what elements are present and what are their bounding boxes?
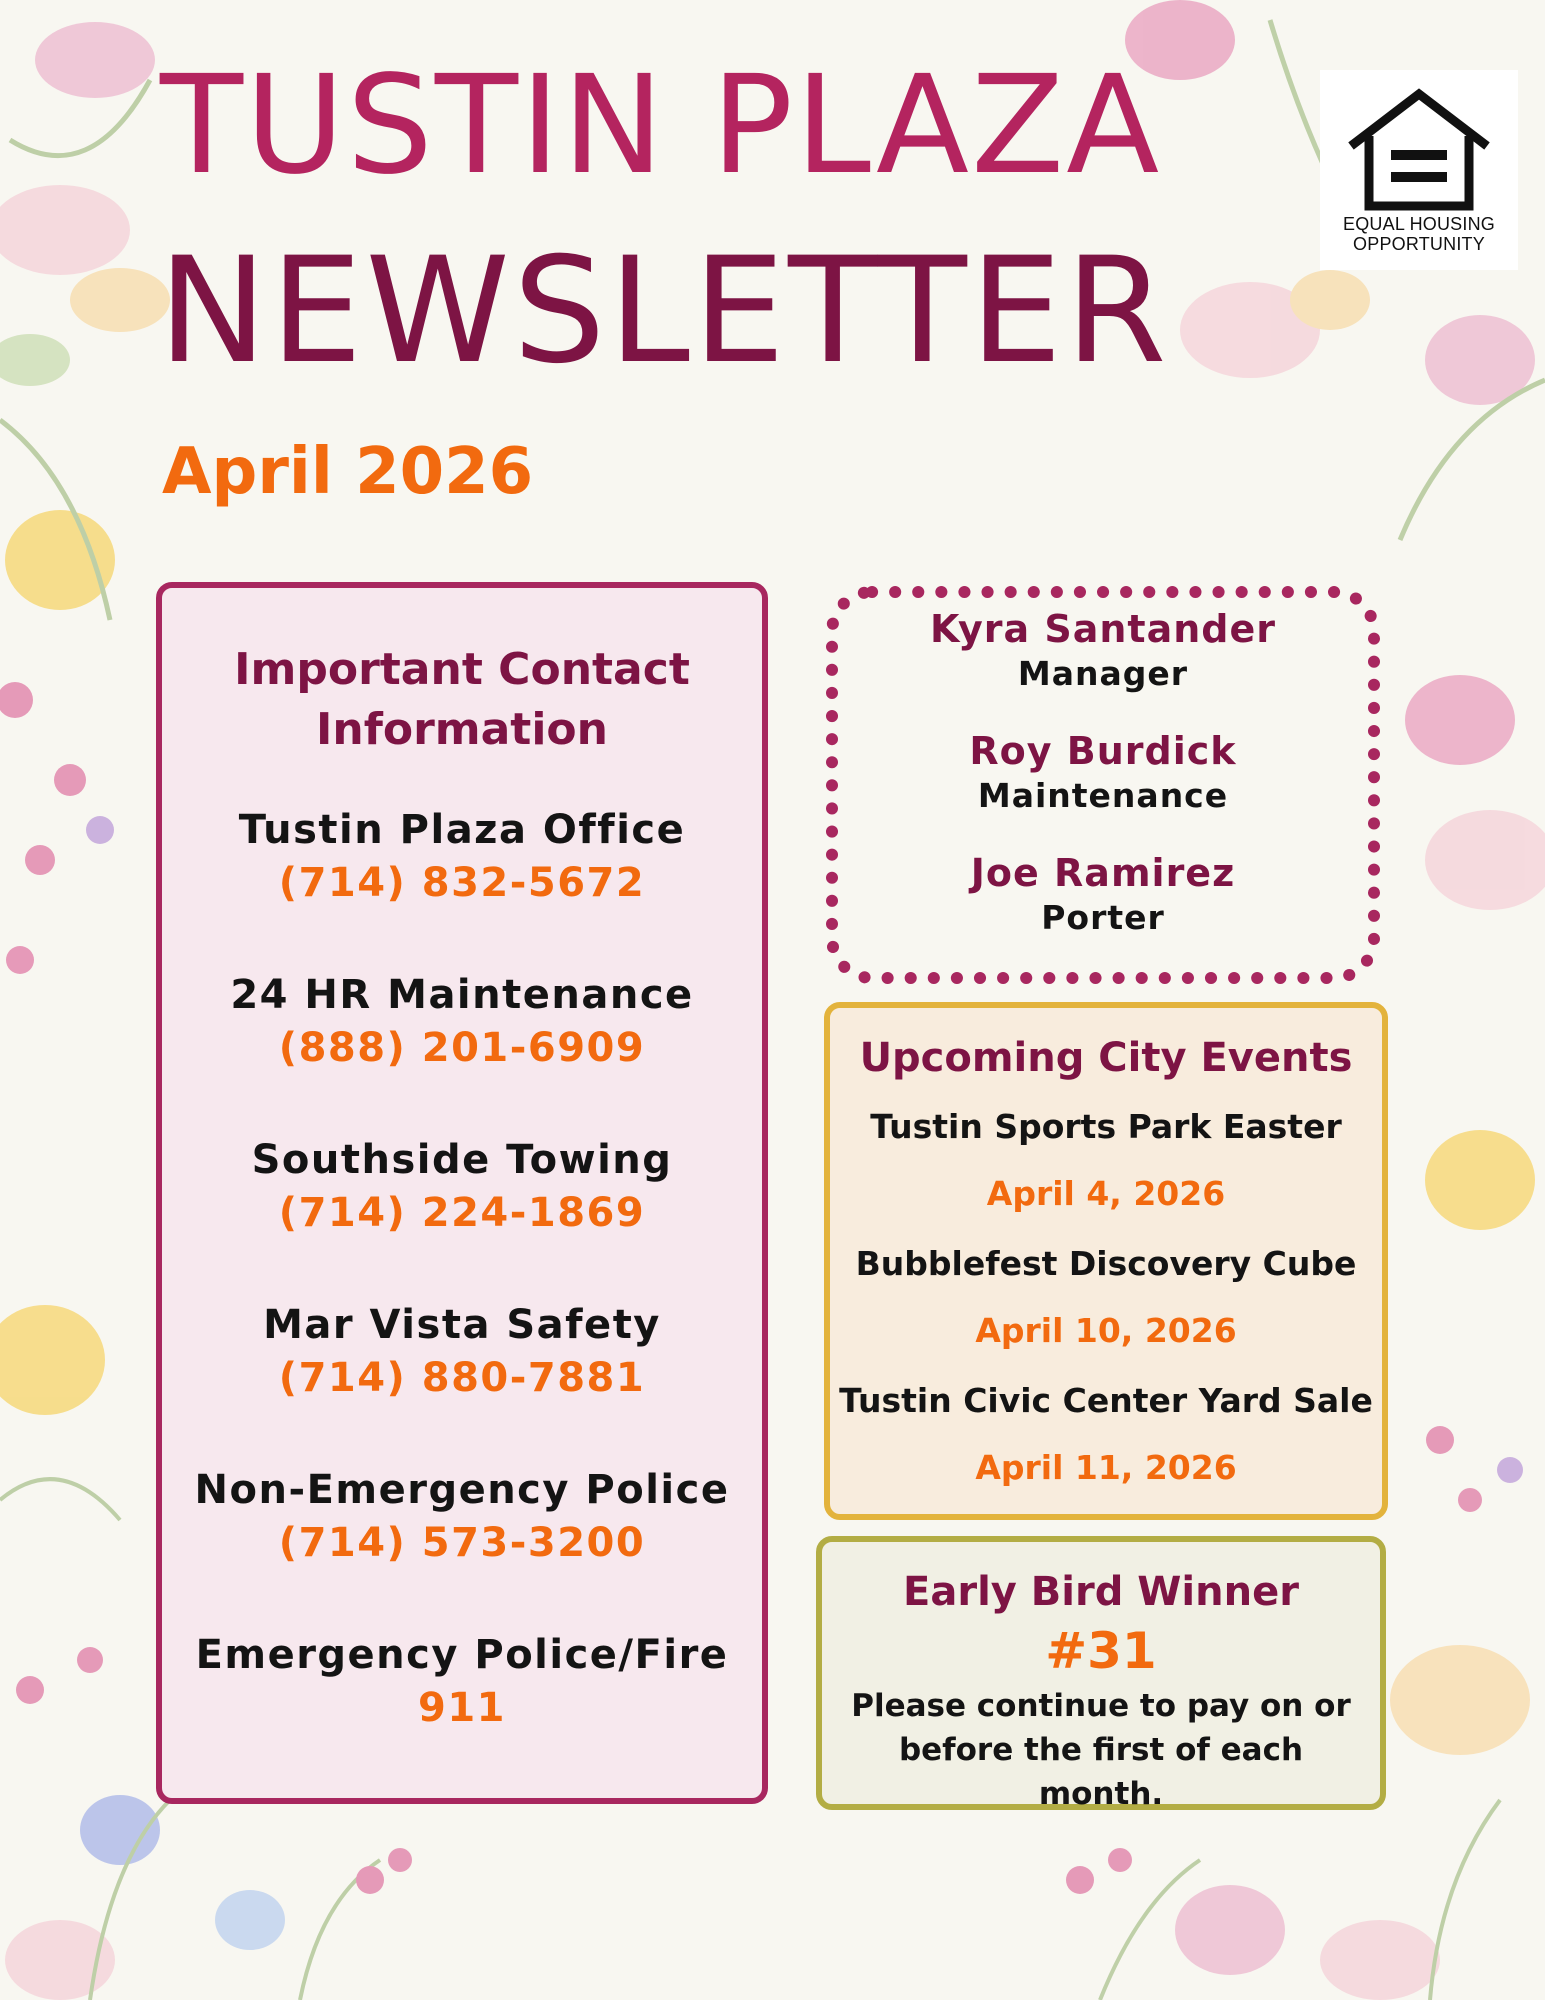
winner-number: #31 — [1045, 1622, 1157, 1680]
event-item — [830, 1372, 1382, 1509]
contact-entry — [162, 1629, 762, 1794]
contact-name: 24 HR Maintenance — [230, 972, 694, 1018]
payment-note-line1: Please continue to pay on or — [851, 1688, 1351, 1724]
event-item — [830, 1235, 1382, 1372]
title-line1: TUSTIN PLAZA — [160, 47, 1162, 205]
staff-member — [822, 604, 1384, 726]
contact-entry — [162, 804, 762, 969]
staff-box — [822, 582, 1384, 988]
contact-name: Tustin Plaza Office — [238, 807, 686, 853]
contact-entry — [162, 1134, 762, 1299]
staff-list — [822, 604, 1384, 970]
event-name: Tustin Sports Park Easter — [870, 1107, 1342, 1146]
event-date: April 11, 2026 — [975, 1448, 1237, 1487]
event-name: Bubblefest Discovery Cube — [855, 1244, 1357, 1283]
city-events-box — [824, 1002, 1388, 1520]
staff-name: Roy Burdick — [969, 729, 1237, 773]
staff-member — [822, 726, 1384, 848]
logo-text-line2: OPPORTUNITY — [1353, 234, 1485, 254]
contact-heading: Important Contact Information — [234, 644, 690, 755]
contact-phone[interactable]: (714) 224-1869 — [278, 1190, 646, 1236]
event-list — [830, 1098, 1382, 1509]
contact-phone[interactable]: (714) 880-7881 — [278, 1355, 646, 1401]
staff-role: Manager — [1017, 654, 1189, 693]
contact-name: Emergency Police/Fire — [195, 1632, 729, 1678]
contact-entry — [162, 969, 762, 1134]
contact-list — [162, 804, 762, 1794]
early-bird-box — [816, 1536, 1386, 1810]
logo-text-line1: EQUAL HOUSING — [1343, 214, 1495, 234]
contact-phone[interactable]: 911 — [418, 1685, 506, 1731]
staff-name: Kyra Santander — [929, 607, 1277, 651]
event-item — [830, 1098, 1382, 1235]
equal-housing-icon — [1339, 84, 1499, 214]
contact-name: Mar Vista Safety — [263, 1302, 661, 1348]
contact-phone[interactable]: (714) 832-5672 — [278, 860, 646, 906]
contact-info-box — [156, 582, 768, 1804]
title-line2: NEWSLETTER — [158, 226, 1170, 396]
equal-housing-logo — [1320, 70, 1518, 270]
payment-note-line2: before the first of each month. — [898, 1732, 1304, 1812]
early-bird-heading: Early Bird Winner — [903, 1569, 1299, 1615]
contact-name: Non-Emergency Police — [194, 1467, 730, 1513]
contact-phone[interactable]: (888) 201-6909 — [278, 1025, 646, 1071]
staff-name: Joe Ramirez — [970, 851, 1236, 895]
staff-role: Maintenance — [977, 776, 1229, 815]
event-date: April 4, 2026 — [986, 1174, 1226, 1213]
staff-member — [822, 848, 1384, 970]
events-heading: Upcoming City Events — [859, 1035, 1353, 1081]
staff-role: Porter — [1041, 898, 1165, 937]
contact-entry — [162, 1299, 762, 1464]
contact-phone[interactable]: (714) 573-3200 — [278, 1520, 646, 1566]
event-date: April 10, 2026 — [975, 1311, 1237, 1350]
contact-name: Southside Towing — [251, 1137, 673, 1183]
contact-entry — [162, 1464, 762, 1629]
event-name: Tustin Civic Center Yard Sale — [839, 1381, 1373, 1420]
issue-date: April 2026 — [162, 435, 534, 509]
